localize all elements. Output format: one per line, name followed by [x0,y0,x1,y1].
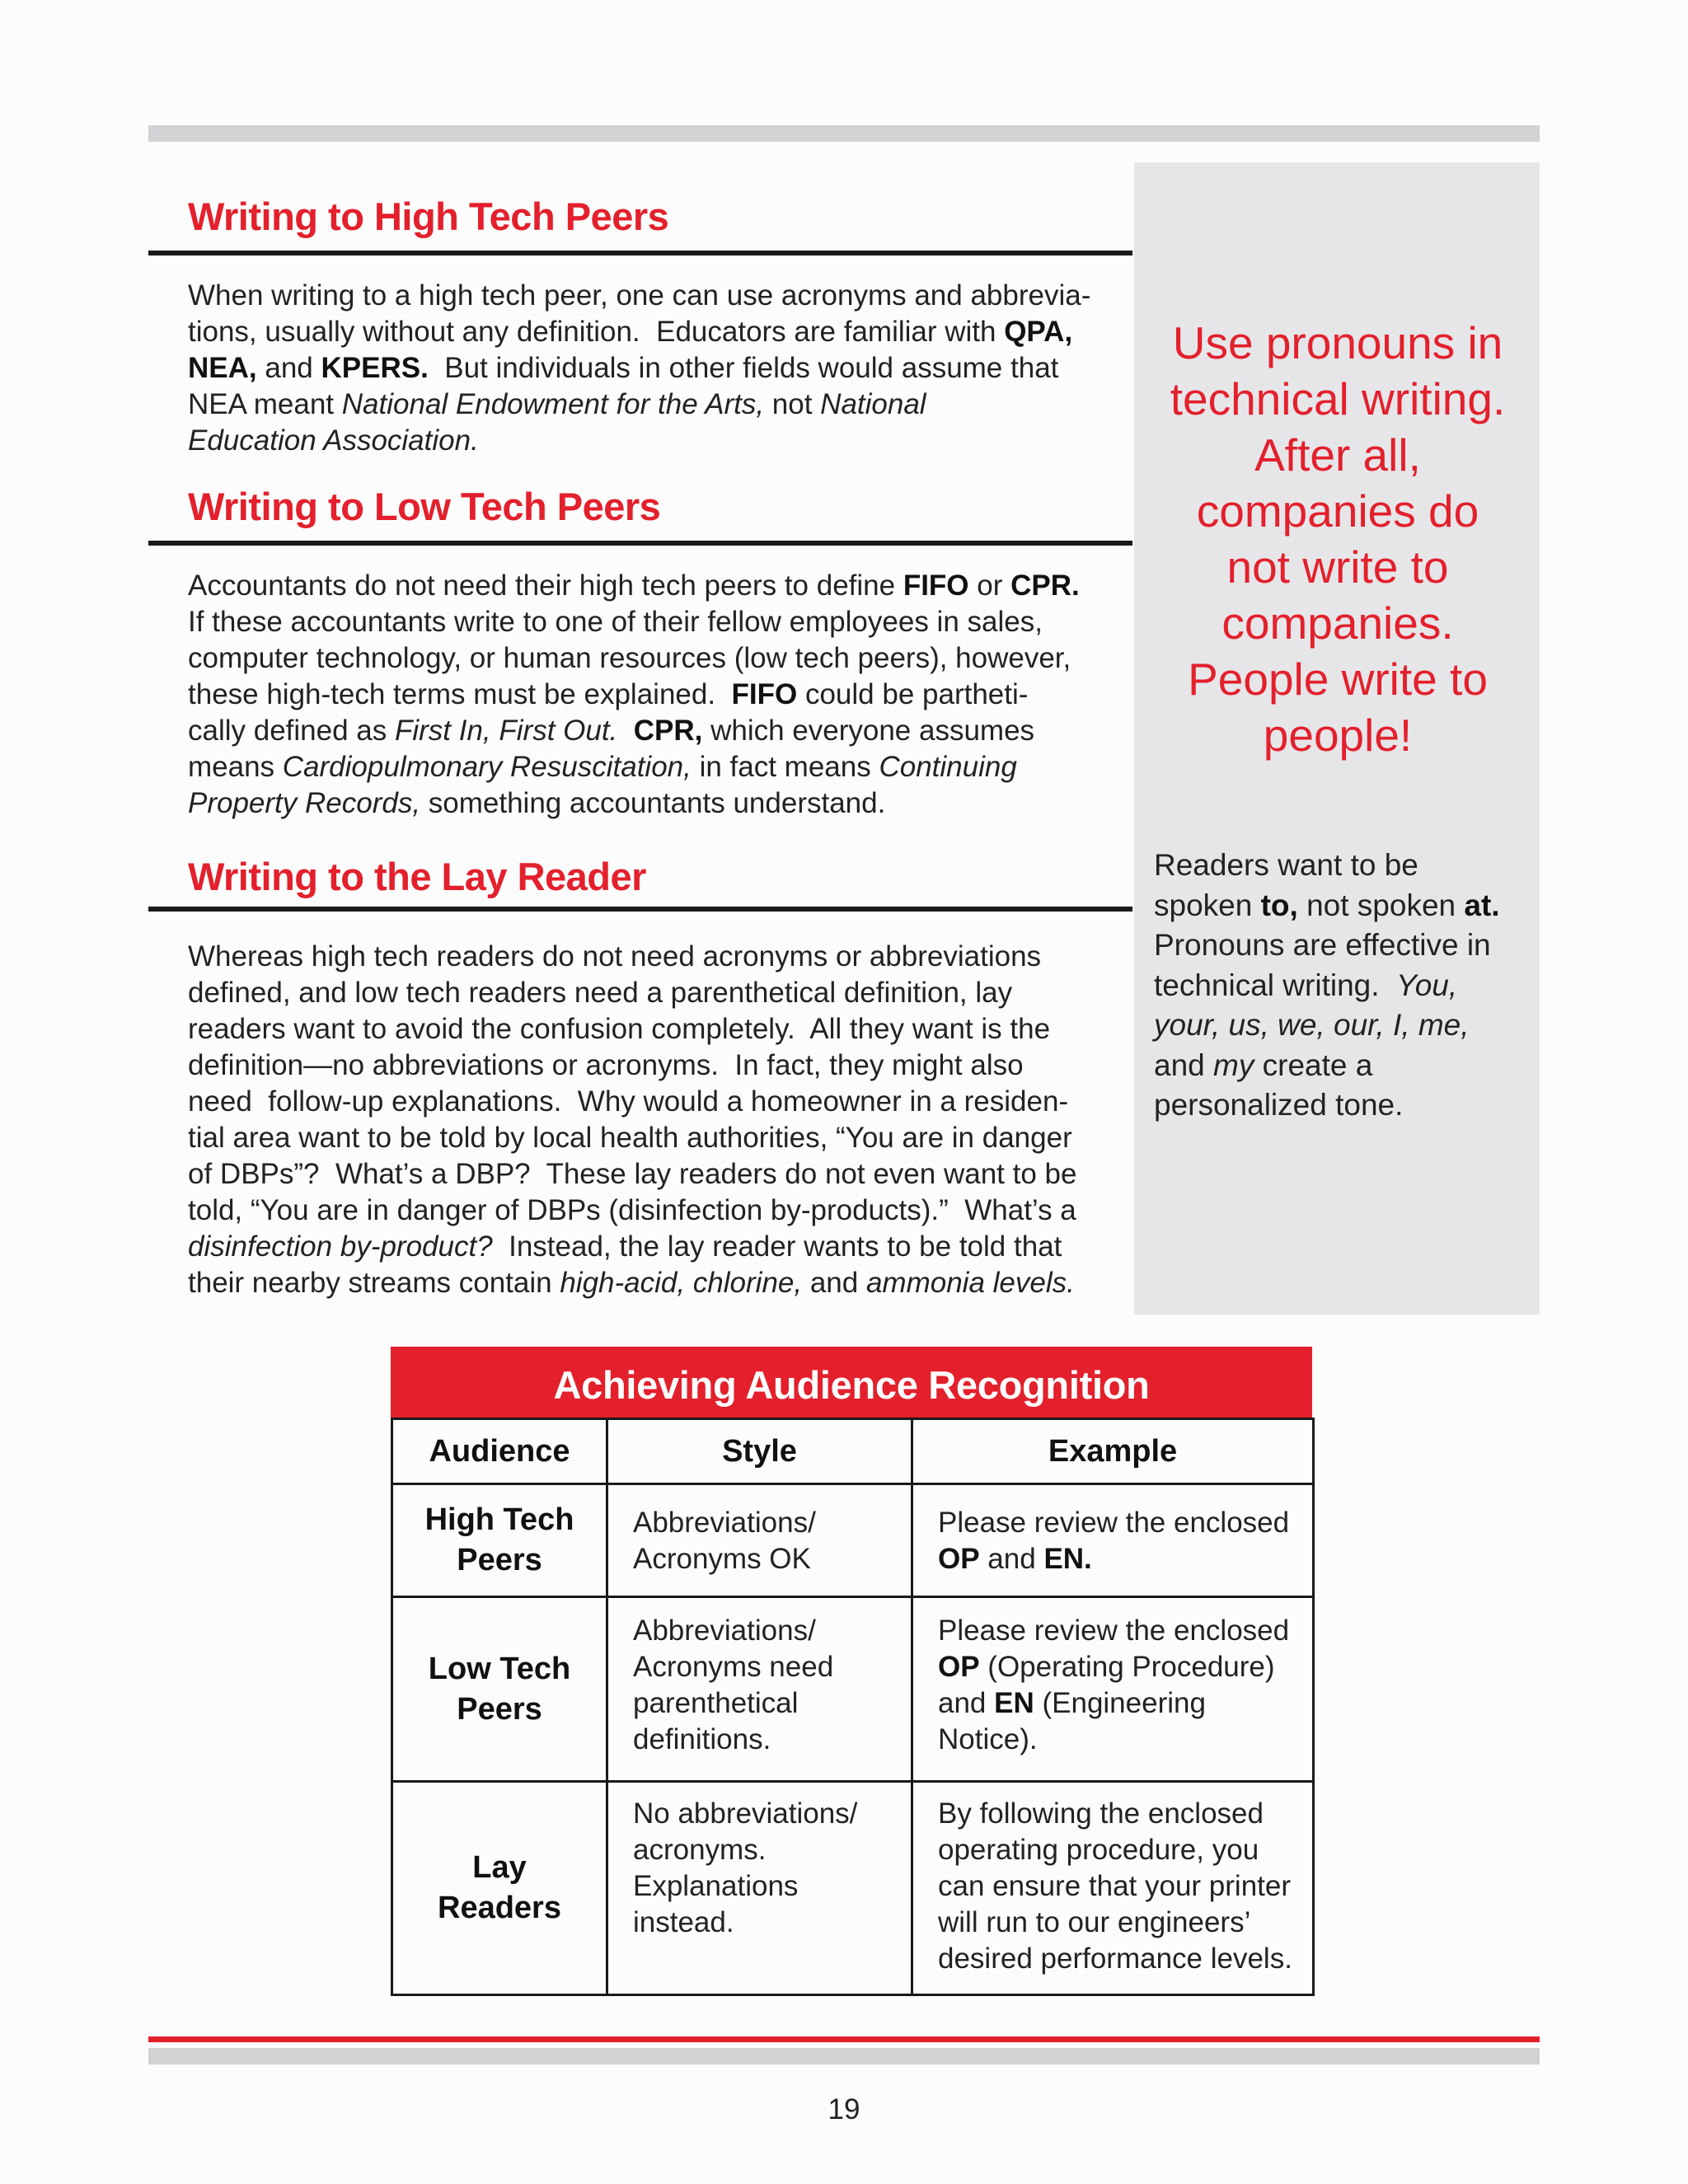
section-rule [148,251,1132,255]
text-line: Low Tech [428,1651,571,1686]
text-line: people! [1263,710,1413,761]
text-line: and EN (Engineering [938,1687,1206,1719]
text-line: Use pronouns in [1172,317,1503,368]
audience-cell [392,1782,607,1995]
text-line: will run to our engineers’ [938,1906,1251,1938]
text-line: Pronouns are effective in [1154,928,1491,962]
column-header-example: Example [912,1419,1314,1484]
text-line: not write to [1226,541,1449,593]
text-line: these high-tech terms must be explained. FIFO could be partheti- [188,678,1029,710]
text-line: operating procedure, you [938,1834,1259,1866]
text-line: acronyms. [633,1834,767,1866]
text-line: NEA meant National Endowment for the Arts, not National [188,388,926,420]
audience-table [391,1347,1312,1996]
page-number: 19 [828,2093,860,2125]
text-line: definitions. [633,1723,771,1755]
audience-cell [392,1597,607,1782]
text-line: definition—no abbreviations or acronyms. In fact, they might also [188,1049,1024,1081]
heading-high-tech-peers: Writing to High Tech Peers [188,194,669,238]
text-line: defined, and low tech readers need a parenthetical definition, lay [188,977,1013,1009]
text-line: desired performance levels. [938,1943,1292,1975]
text-line: Acronyms OK [633,1543,811,1575]
style-cell [607,1484,912,1597]
column-header-audience: Audience [392,1419,607,1484]
text-line: If these accountants write to one of their fellow employees in sales, [188,606,1043,638]
text-line: tial area want to be told by local health authorities, “You are in danger [188,1122,1072,1154]
text-line: means Cardiopulmonary Resuscitation, in fact means Continuing [188,751,1017,783]
text-line: High Tech [424,1502,574,1537]
heading-lay-reader: Writing to the Lay Reader [188,855,646,898]
text-line: Readers [438,1891,561,1925]
sidebar-note [1154,846,1533,1126]
text-line: Abbreviations/ [633,1615,816,1647]
table-row [392,1484,1314,1597]
text-line: Explanations [633,1870,799,1902]
paragraph-lay-reader [188,939,1119,1301]
text-line: NEA, and KPERS. But individuals in other fields would assume that [188,352,1059,384]
text-line: instead. [633,1906,734,1938]
pull-quote [1146,315,1530,763]
section-rule [148,907,1132,912]
example-cell [912,1597,1314,1782]
text-line: Acronyms need [633,1651,834,1683]
text-line: their nearby streams contain high-acid, chlorine, and ammonia levels. [188,1267,1075,1299]
text-line: need follow-up explanations. Why would a homeowner in a residen- [188,1085,1069,1118]
text-line: Abbreviations/ [633,1507,816,1539]
paragraph-low-tech-peers [188,568,1119,822]
text-line: your, us, we, our, I, me, [1154,1008,1470,1042]
audience-cell [392,1484,607,1597]
style-cell [607,1597,912,1782]
text-line: No abbreviations/ [633,1797,858,1830]
text-line: Please review the enclosed [938,1507,1290,1539]
table-row [392,1597,1314,1782]
example-cell [912,1484,1314,1597]
text-line: companies. [1221,598,1454,649]
text-line: OP (Operating Procedure) [938,1651,1275,1683]
text-line: spoken to, not spoken at. [1154,888,1500,922]
text-line: Whereas high tech readers do not need acronyms or abbreviations [188,940,1042,972]
table-title: Achieving Audience Recognition [391,1347,1312,1418]
audience-grid [391,1418,1315,1996]
text-line: tions, usually without any definition. Educators are familiar with QPA, [188,316,1073,348]
text-line: Peers [457,1543,542,1577]
text-line: readers want to avoid the confusion completely. All they want is the [188,1013,1051,1045]
text-line: Accountants do not need their high tech peers to define FIFO or CPR. [188,569,1080,602]
paragraph-high-tech-peers [188,278,1119,459]
text-line: and my create a [1154,1047,1373,1082]
text-line: Notice). [938,1723,1038,1755]
text-line: technical writing. You, [1154,968,1458,1002]
text-line: personalized tone. [1154,1088,1404,1122]
text-line: After all, [1254,429,1421,480]
text-line: disinfection by-product? Instead, the lay reader wants to be told that [188,1230,1062,1263]
text-line: Readers want to be [1154,848,1418,882]
text-line: technical writing. [1170,373,1506,424]
text-line: parenthetical [633,1687,799,1719]
text-line: OP and EN. [938,1543,1092,1575]
text-line: cally defined as First In, First Out. CPR, which everyone assumes [188,715,1035,747]
text-line: By following the enclosed [938,1797,1264,1830]
column-header-style: Style [607,1419,912,1484]
footer-red-rule [148,2036,1540,2042]
footer-grey-rule [148,2048,1540,2064]
style-cell [607,1782,912,1995]
text-line: People write to [1188,654,1488,705]
text-line: Peers [457,1691,542,1727]
top-rule [148,125,1540,142]
text-line: Lay [472,1850,527,1885]
text-line: Please review the enclosed [938,1615,1290,1647]
text-line: companies do [1196,485,1479,537]
text-line: can ensure that your printer [938,1870,1292,1902]
heading-low-tech-peers: Writing to Low Tech Peers [188,485,661,528]
section-rule [148,541,1132,546]
table-header-row [392,1419,1314,1484]
text-line: computer technology, or human resources (low tech peers), however, [188,642,1071,674]
example-cell [912,1782,1314,1995]
text-line: Education Association. [188,424,479,457]
text-line: of DBPs”? What’s a DBP? These lay readers do not even want to be [188,1158,1077,1190]
table-row [392,1782,1314,1995]
text-line: told, “You are in danger of DBPs (disinfection by-products).” What’s a [188,1194,1076,1226]
text-line: When writing to a high tech peer, one can use acronyms and abbrevia- [188,279,1091,312]
text-line: Property Records, something accountants understand. [188,787,886,819]
